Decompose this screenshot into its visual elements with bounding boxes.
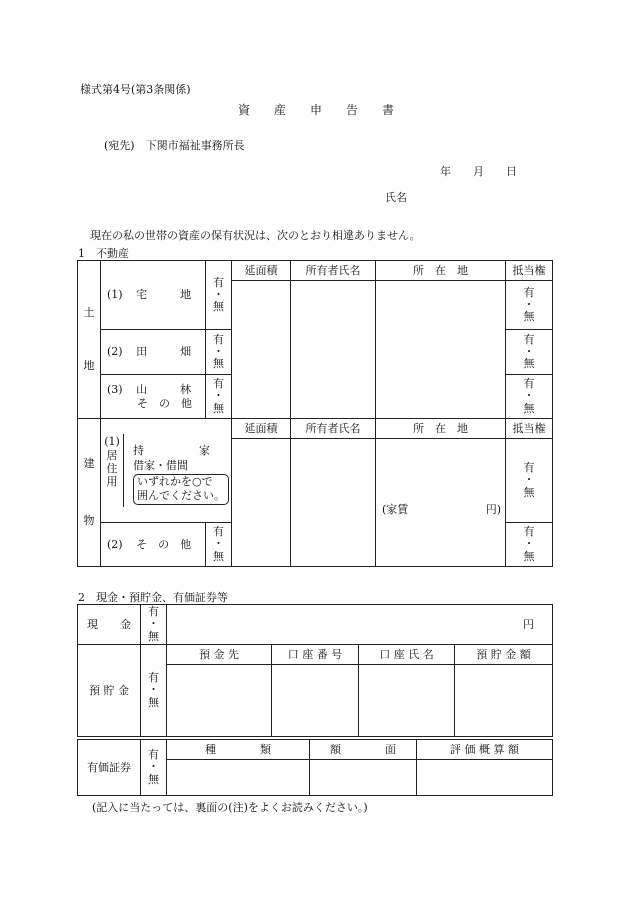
intro-text: 現在の私の世帯の資産の保有状況は、次のとおり相違ありません。 [90,229,421,242]
land-location-cell[interactable] [376,281,506,419]
building-col-header-owner: 所有者氏名 [291,419,376,439]
securities-label: 有価証券 [78,740,141,796]
deposit-account-number-cell[interactable] [272,665,359,737]
securities-header-estimate: 評 価 概 算 額 [417,740,553,760]
land-item-2-yn[interactable]: 有 ・ 無 [206,330,232,375]
building-area-cell[interactable] [232,439,291,567]
name-label: 氏名 [385,191,407,204]
col-header-mortgage: 抵当権 [506,261,553,281]
building-rented-label: 借家・借間 [133,458,188,472]
building-item-1 [101,419,232,523]
deposit-bank-cell[interactable] [167,665,272,737]
deposit-header-amount: 預 貯 金 額 [455,645,553,665]
building-item-1-kind: 居住用 [106,449,118,488]
land-label-cell [78,261,101,419]
land-item-3-name2: そ の 他 [137,396,192,410]
cash-label: 現 金 [78,605,141,645]
land-item-1-yn[interactable]: 有 ・ 無 [206,261,232,330]
form-number: 様式第4号(第3条関係) [80,83,191,96]
land-mortgage-2-yn[interactable]: 有 ・ 無 [506,330,553,375]
section2-title: 2 現金・預貯金、有価証券等 [78,591,228,604]
land-mortgage-1-yn[interactable]: 有 ・ 無 [506,281,553,330]
cash-table [77,604,553,737]
building-note-line2: 囲んでください。 [137,489,225,503]
col-header-location: 所 在 地 [376,261,506,281]
building-owner-cell[interactable] [291,439,376,567]
land-area-cell[interactable] [232,281,291,419]
building-item-2-num: (2) [107,537,123,551]
land-item-1 [101,261,206,330]
land-item-3-yn[interactable]: 有 ・ 無 [206,375,232,419]
building-col-header-location: 所 在 地 [376,419,506,439]
footnote: (記入に当たっては、裏面の(注)をよくお読みください。) [92,801,368,814]
cash-yn[interactable]: 有 ・ 無 [141,605,167,645]
section1-title: 1 不動産 [78,247,129,260]
addressee: (宛先) 下関市福祉事務所長 [104,139,245,152]
building-label-cell [78,419,101,567]
building-label-top: 建 [83,456,95,470]
land-item-1-num: (1) [107,288,123,302]
land-item-1-name: 宅 地 [136,288,192,302]
land-item-2-num: (2) [107,345,123,359]
land-item-3 [101,375,206,419]
land-label-bottom: 地 [83,358,95,372]
land-item-2-name: 田 畑 [136,345,192,359]
building-mortgage-2-yn[interactable]: 有 ・ 無 [506,523,553,567]
deposit-header-account-number: 口 座 番 号 [272,645,359,665]
securities-yn[interactable]: 有 ・ 無 [141,740,167,796]
building-label-bottom: 物 [83,513,95,527]
cash-unit: 円 [523,617,534,631]
land-item-3-name: 山 林 [136,383,192,397]
building-item-2-yn[interactable]: 有 ・ 無 [206,523,232,567]
building-item-1-kind-cell [101,434,124,507]
col-header-owner: 所有者氏名 [291,261,376,281]
securities-header-type: 種 類 [167,740,310,760]
land-item-2 [101,330,206,375]
land-item-3-num: (3) [107,383,123,397]
land-label-top: 土 [83,305,95,319]
deposit-account-name-cell[interactable] [359,665,455,737]
rent-label: (家賃 [382,502,409,516]
col-header-area: 延面積 [232,261,291,281]
building-item-2 [101,523,206,567]
deposit-header-bank: 預 金 先 [167,645,272,665]
securities-table [77,739,553,796]
building-item-2-name: そ の 他 [136,537,192,551]
page-title: 資 産 申 告 書 [238,103,395,117]
date-label: 年 月 日 [440,165,517,178]
building-col-header-area: 延面積 [232,419,291,439]
building-owned-label: 持 家 [133,443,210,457]
building-col-header-mortgage: 抵当権 [506,419,553,439]
securities-header-face: 額 面 [310,740,417,760]
securities-face-cell[interactable] [310,760,417,796]
building-mortgage-1-yn[interactable]: 有 ・ 無 [506,439,553,523]
building-item-1-num: (1) [104,434,120,448]
cash-amount-cell[interactable] [167,605,553,645]
deposit-yn[interactable]: 有 ・ 無 [141,645,167,737]
rent-unit: 円) [485,502,501,516]
securities-type-cell[interactable] [167,760,310,796]
securities-estimate-cell[interactable] [417,760,553,796]
building-note-box [133,474,229,506]
deposit-header-account-name: 口 座 氏 名 [359,645,455,665]
building-location-cell[interactable] [376,439,506,567]
real-estate-table [77,260,553,567]
deposit-amount-cell[interactable] [455,665,553,737]
land-mortgage-3-yn[interactable]: 有 ・ 無 [506,375,553,419]
deposit-label: 預 貯 金 [78,645,141,737]
building-note-line1: いずれかを○で [137,474,213,488]
land-owner-cell[interactable] [291,281,376,419]
